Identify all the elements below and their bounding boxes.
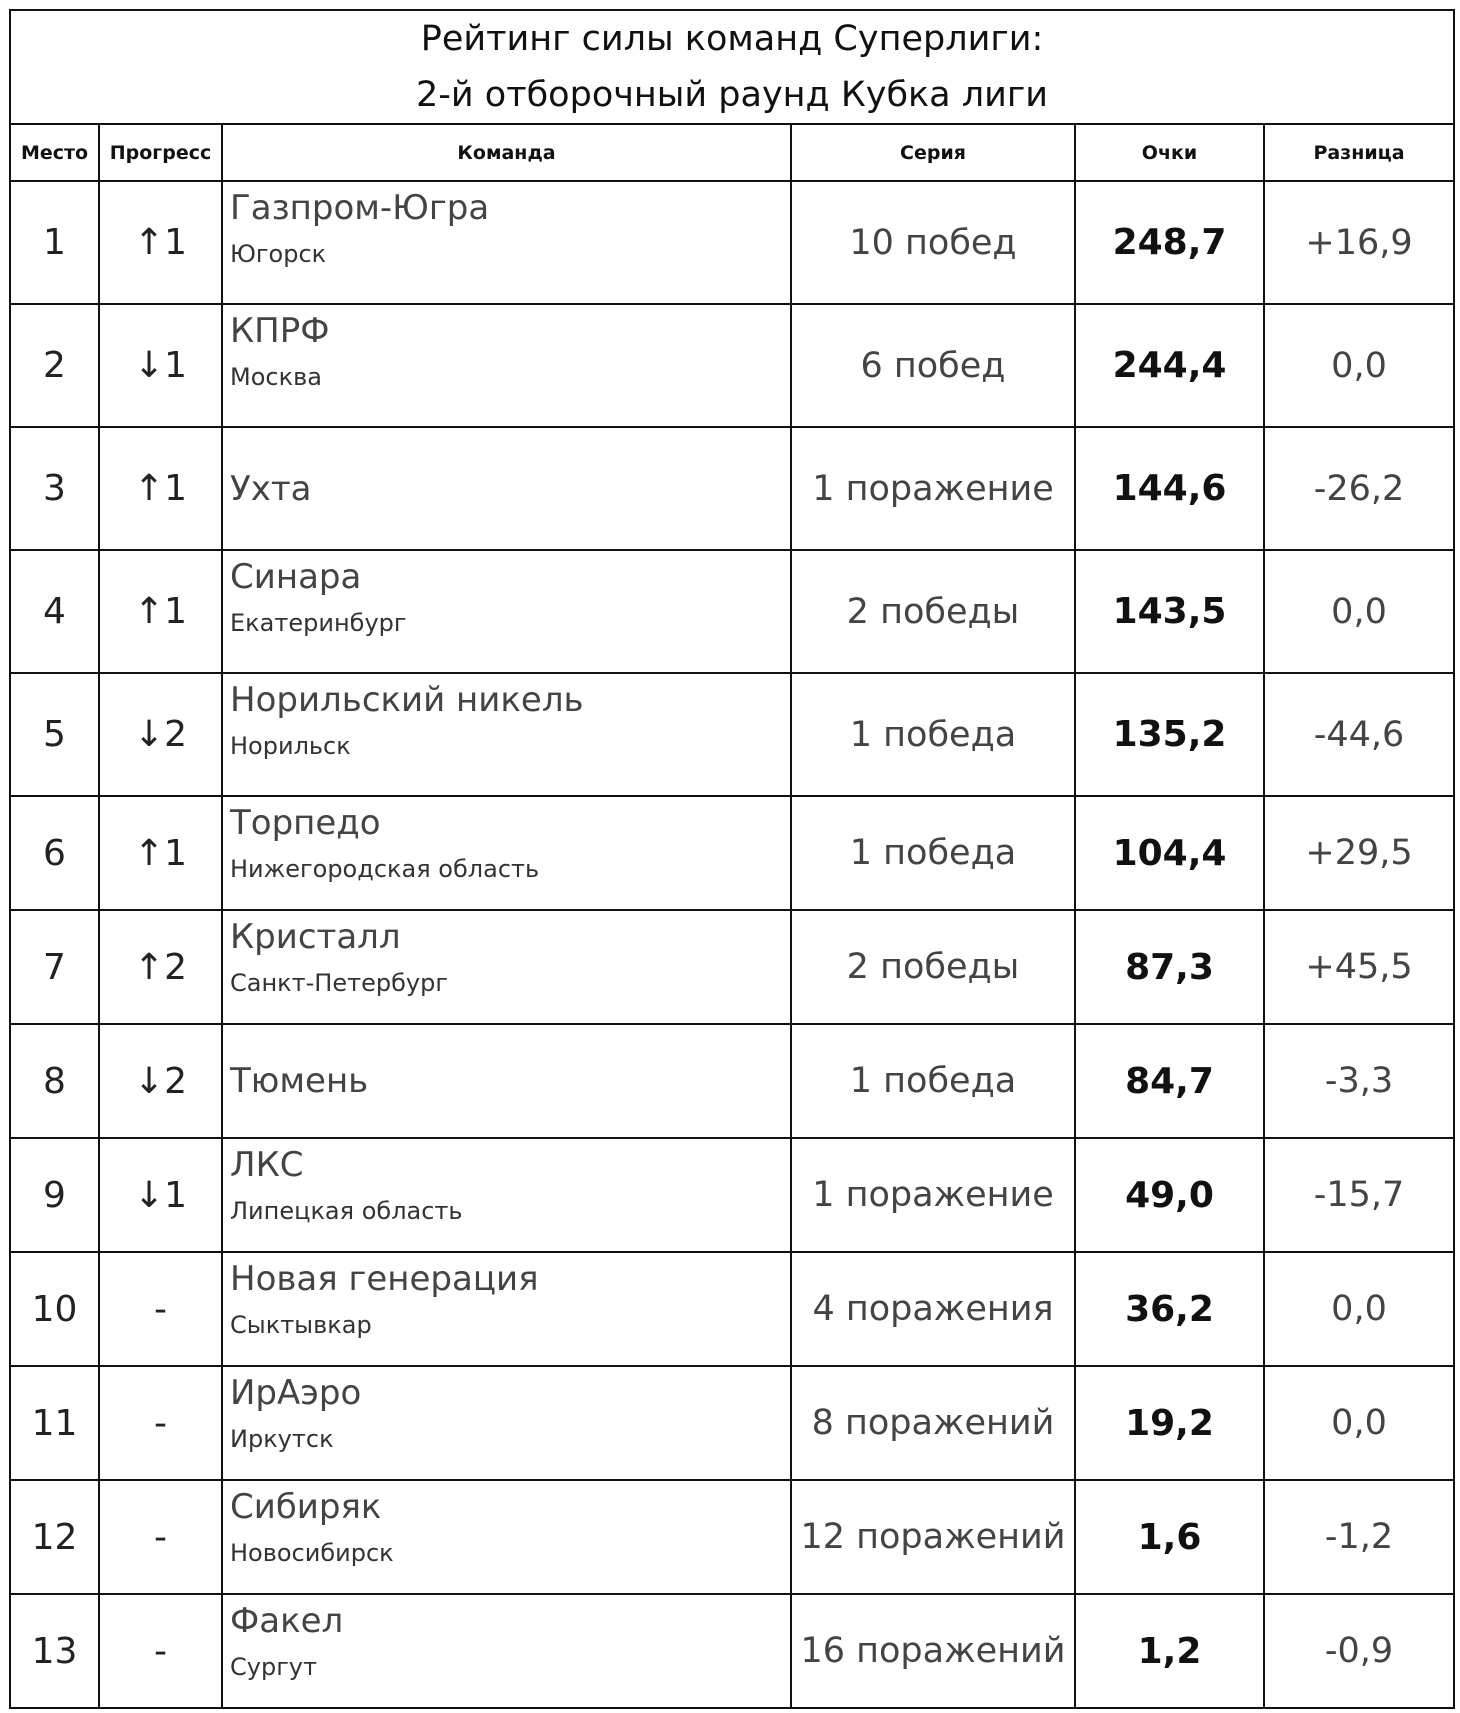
team-cell [222, 304, 791, 427]
series-cell: 16 поражений [791, 1594, 1075, 1708]
team-cell [222, 1252, 791, 1366]
series-cell: 8 поражений [791, 1366, 1075, 1480]
place-cell: 13 [10, 1594, 99, 1708]
team-name: Сибиряк [230, 1487, 382, 1527]
series-cell: 2 победы [791, 910, 1075, 1024]
series-cell: 10 побед [791, 181, 1075, 304]
team-name: Факел [230, 1601, 344, 1641]
team-name: ИрАэро [230, 1373, 362, 1413]
series-cell: 2 победы [791, 550, 1075, 673]
points-cell: 49,0 [1075, 1138, 1264, 1252]
team-city: Москва [230, 363, 322, 391]
team-name: Тюмень [230, 1061, 369, 1101]
points-cell: 1,6 [1075, 1480, 1264, 1594]
table-row [10, 673, 1454, 796]
diff-cell: -3,3 [1264, 1024, 1454, 1138]
points-cell: 244,4 [1075, 304, 1264, 427]
team-cell [222, 427, 791, 550]
title-line-1: Рейтинг силы команд Суперлиги: [420, 19, 1044, 59]
place-cell: 9 [10, 1138, 99, 1252]
progress-cell: ↑1 [99, 796, 222, 910]
diff-cell: +45,5 [1264, 910, 1454, 1024]
diff-cell: 0,0 [1264, 304, 1454, 427]
place-cell: 2 [10, 304, 99, 427]
series-cell: 1 победа [791, 1024, 1075, 1138]
series-cell: 6 побед [791, 304, 1075, 427]
points-cell: 1,2 [1075, 1594, 1264, 1708]
team-cell [222, 1480, 791, 1594]
series-cell: 1 победа [791, 796, 1075, 910]
table-row [10, 181, 1454, 304]
team-cell [222, 1138, 791, 1252]
team-name: Кристалл [230, 917, 401, 957]
team-cell [222, 910, 791, 1024]
diff-cell: -15,7 [1264, 1138, 1454, 1252]
team-city: Сургут [230, 1653, 317, 1681]
team-city: Липецкая область [230, 1197, 463, 1225]
diff-cell: +29,5 [1264, 796, 1454, 910]
progress-cell: ↑1 [99, 181, 222, 304]
team-city: Санкт-Петербург [230, 969, 448, 997]
points-cell: 104,4 [1075, 796, 1264, 910]
team-city: Нижегородская область [230, 855, 540, 883]
team-name: Новая генерация [230, 1259, 539, 1299]
place-cell: 10 [10, 1252, 99, 1366]
table-title [10, 10, 1454, 124]
diff-cell: -1,2 [1264, 1480, 1454, 1594]
table-row [10, 1024, 1454, 1138]
series-cell: 1 поражение [791, 1138, 1075, 1252]
table-row [10, 910, 1454, 1024]
points-cell: 248,7 [1075, 181, 1264, 304]
progress-cell: ↑1 [99, 427, 222, 550]
team-cell [222, 1594, 791, 1708]
points-cell: 143,5 [1075, 550, 1264, 673]
progress-cell: - [99, 1252, 222, 1366]
place-cell: 11 [10, 1366, 99, 1480]
place-cell: 6 [10, 796, 99, 910]
progress-cell: ↓1 [99, 304, 222, 427]
header-progress: Прогресс [99, 124, 222, 181]
diff-cell: -0,9 [1264, 1594, 1454, 1708]
power-ranking-table [9, 9, 1455, 1709]
series-cell: 1 поражение [791, 427, 1075, 550]
team-cell [222, 1366, 791, 1480]
series-cell: 4 поражения [791, 1252, 1075, 1366]
series-cell: 1 победа [791, 673, 1075, 796]
points-cell: 19,2 [1075, 1366, 1264, 1480]
team-name: Ухта [230, 468, 312, 509]
points-cell: 135,2 [1075, 673, 1264, 796]
diff-cell: -26,2 [1264, 427, 1454, 550]
table-row [10, 1252, 1454, 1366]
diff-cell: +16,9 [1264, 181, 1454, 304]
place-cell: 1 [10, 181, 99, 304]
progress-cell: ↑2 [99, 910, 222, 1024]
header-team: Команда [222, 124, 791, 181]
team-name: Норильский никель [230, 680, 584, 720]
team-name: Торпедо [230, 803, 381, 843]
team-city: Екатеринбург [230, 609, 407, 637]
diff-cell: 0,0 [1264, 1366, 1454, 1480]
progress-cell: ↓1 [99, 1138, 222, 1252]
table-row [10, 1366, 1454, 1480]
team-cell [222, 1024, 791, 1138]
team-name: Синара [230, 557, 362, 597]
team-city: Новосибирск [230, 1539, 394, 1567]
team-cell [222, 181, 791, 304]
place-cell: 4 [10, 550, 99, 673]
header-row [10, 124, 1454, 181]
team-city: Сыктывкар [230, 1311, 372, 1339]
team-city: Норильск [230, 732, 351, 760]
points-cell: 84,7 [1075, 1024, 1264, 1138]
diff-cell: 0,0 [1264, 1252, 1454, 1366]
progress-cell: ↓2 [99, 1024, 222, 1138]
header-place: Место [10, 124, 99, 181]
header-series: Серия [791, 124, 1075, 181]
table-row [10, 1594, 1454, 1708]
team-name: КПРФ [230, 311, 330, 351]
place-cell: 12 [10, 1480, 99, 1594]
team-cell [222, 550, 791, 673]
table-row [10, 550, 1454, 673]
progress-cell: - [99, 1366, 222, 1480]
diff-cell: 0,0 [1264, 550, 1454, 673]
points-cell: 87,3 [1075, 910, 1264, 1024]
header-points: Очки [1075, 124, 1264, 181]
place-cell: 8 [10, 1024, 99, 1138]
team-cell [222, 673, 791, 796]
progress-cell: ↓2 [99, 673, 222, 796]
table-row [10, 304, 1454, 427]
team-cell [222, 796, 791, 910]
progress-cell: ↑1 [99, 550, 222, 673]
header-diff: Разница [1264, 124, 1454, 181]
team-name: ЛКС [230, 1145, 304, 1185]
table-row [10, 1480, 1454, 1594]
table-row [10, 796, 1454, 910]
team-city: Югорск [230, 240, 327, 268]
team-city: Иркутск [230, 1425, 334, 1453]
team-name: Газпром-Югра [230, 188, 490, 228]
progress-cell: - [99, 1594, 222, 1708]
points-cell: 36,2 [1075, 1252, 1264, 1366]
place-cell: 5 [10, 673, 99, 796]
diff-cell: -44,6 [1264, 673, 1454, 796]
table-row [10, 427, 1454, 550]
progress-cell: - [99, 1480, 222, 1594]
points-cell: 144,6 [1075, 427, 1264, 550]
title-line-2: 2-й отборочный раунд Кубка лиги [416, 75, 1048, 115]
series-cell: 12 поражений [791, 1480, 1075, 1594]
place-cell: 3 [10, 427, 99, 550]
table-row [10, 1138, 1454, 1252]
place-cell: 7 [10, 910, 99, 1024]
